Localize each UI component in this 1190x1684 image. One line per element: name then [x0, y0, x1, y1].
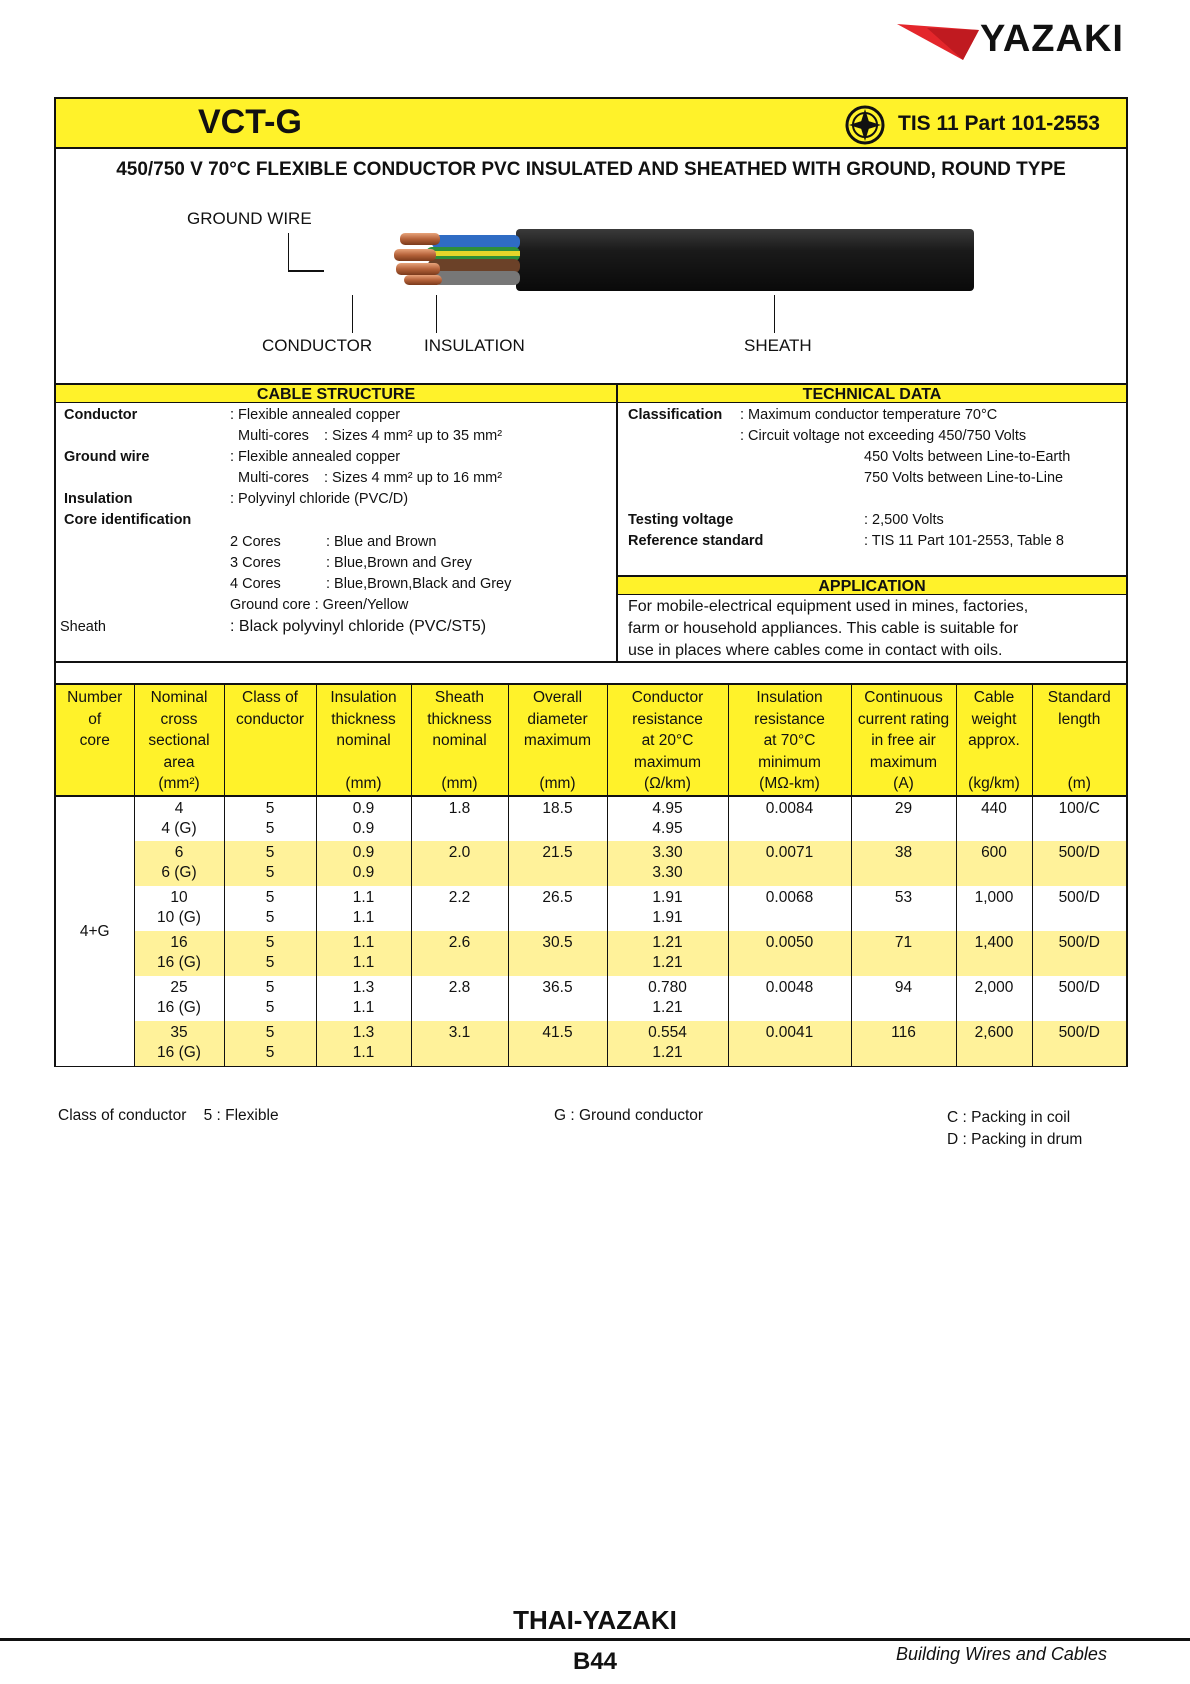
table-row	[56, 931, 1126, 976]
label-conductor: CONDUCTOR	[262, 336, 373, 355]
cable-illustration	[336, 219, 976, 309]
col-header-number-of-core: Number of core	[56, 685, 134, 796]
yazaki-logo-mark	[897, 22, 979, 62]
cell-current-rating: 94	[851, 976, 956, 1021]
circuit-voltage: : Circuit voltage not exceeding 450/750 Volts	[740, 428, 1027, 444]
legend-class-of-conductor	[58, 1107, 279, 1125]
cell-insulation-thickness: 1.1 1.1	[316, 886, 411, 931]
ground-multi-cores: Multi-cores	[238, 470, 309, 486]
conductor-sizes: : Sizes 4 mm² up to 35 mm²	[324, 428, 503, 444]
cell-sheath-thickness: 2.2	[411, 886, 508, 931]
cell-cable-weight: 2,000	[956, 976, 1032, 1021]
cores-3-label: 3 Cores	[230, 555, 281, 571]
footer-company: THAI-YAZAKI	[513, 1605, 677, 1635]
line-to-earth: 450 Volts between Line-to-Earth	[864, 449, 1071, 465]
application-line-1: For mobile-electrical equipment used in mines, factories,	[628, 598, 1029, 615]
footer-category: Building Wires and Cables	[896, 1644, 1107, 1664]
table-row	[56, 796, 1126, 841]
cell-sheath-thickness: 2.0	[411, 841, 508, 886]
testing-voltage-label: Testing voltage	[628, 512, 734, 528]
standard-reference: TIS 11 Part 101-2553	[898, 112, 1100, 135]
cell-class: 5 5	[224, 886, 316, 931]
cell-cable-weight: 1,000	[956, 886, 1032, 931]
conductor-multi-cores: Multi-cores	[238, 428, 309, 444]
cell-area: 6 6 (G)	[134, 841, 224, 886]
ground-sizes: : Sizes 4 mm² up to 16 mm²	[324, 470, 503, 486]
ground-wire-pointer	[288, 233, 289, 271]
reference-standard-value: : TIS 11 Part 101-2553, Table 8	[864, 533, 1064, 549]
col-header-overall-diameter: Overall diameter maximum (mm)	[508, 685, 607, 796]
cell-overall-diameter: 21.5	[508, 841, 607, 886]
legend-class-value: 5 : Flexible	[203, 1107, 279, 1124]
cell-overall-diameter: 30.5	[508, 931, 607, 976]
cell-core-count: 4+G	[56, 796, 134, 1066]
line-to-line: 750 Volts between Line-to-Line	[864, 470, 1064, 486]
cell-area: 25 16 (G)	[134, 976, 224, 1021]
cell-current-rating: 38	[851, 841, 956, 886]
legend-drum: D : Packing in drum	[947, 1131, 1083, 1148]
insulation-value: : Polyvinyl chloride (PVC/D)	[230, 491, 409, 507]
cell-area: 35 16 (G)	[134, 1021, 224, 1066]
cell-insulation-thickness: 1.1 1.1	[316, 931, 411, 976]
legend-ground: G : Ground conductor	[554, 1107, 704, 1124]
cell-insulation-resistance: 0.0048	[728, 976, 851, 1021]
tis-certification-icon	[845, 105, 885, 145]
cores-3-value: : Blue,Brown and Grey	[326, 555, 472, 571]
spec-sheet-frame	[54, 97, 1128, 1067]
cell-conductor-resistance: 1.21 1.21	[607, 931, 728, 976]
legend-coil: C : Packing in coil	[947, 1109, 1071, 1126]
reference-standard-label: Reference standard	[628, 533, 764, 549]
application-heading: APPLICATION	[618, 575, 1126, 595]
cell-cable-weight: 1,400	[956, 931, 1032, 976]
cell-current-rating: 29	[851, 796, 956, 841]
table-row	[56, 976, 1126, 1021]
insulation-label: Insulation	[64, 491, 133, 507]
cell-class: 5 5	[224, 796, 316, 841]
table-header-row	[56, 685, 1126, 796]
section-divider	[616, 383, 618, 661]
cell-insulation-resistance: 0.0071	[728, 841, 851, 886]
cell-insulation-thickness: 0.9 0.9	[316, 841, 411, 886]
technical-data-heading: TECHNICAL DATA	[616, 383, 1126, 403]
cell-overall-diameter: 41.5	[508, 1021, 607, 1066]
cell-area: 4 4 (G)	[134, 796, 224, 841]
cell-overall-diameter: 18.5	[508, 796, 607, 841]
core-identification-label: Core identification	[64, 512, 192, 528]
cable-structure-heading: CABLE STRUCTURE	[56, 383, 616, 403]
application-line-3: use in places where cables come in contact with oils.	[628, 642, 1003, 659]
ground-wire-value: : Flexible annealed copper	[230, 449, 401, 465]
product-subtitle: 450/750 V 70°C FLEXIBLE CONDUCTOR PVC INSULATED AND SHEATHED WITH GROUND, ROUND TYPE	[116, 159, 1066, 180]
table-row	[56, 886, 1126, 931]
product-title: VCT-G	[198, 103, 302, 141]
cell-sheath-thickness: 3.1	[411, 1021, 508, 1066]
cell-area: 10 10 (G)	[134, 886, 224, 931]
col-header-insulation-resistance: Insulation resistance at 70°C minimum (MΩ-km)	[728, 685, 851, 796]
cell-insulation-resistance: 0.0050	[728, 931, 851, 976]
cell-current-rating: 53	[851, 886, 956, 931]
cell-conductor-resistance: 4.95 4.95	[607, 796, 728, 841]
cell-overall-diameter: 36.5	[508, 976, 607, 1021]
sheath-pointer	[774, 295, 775, 333]
cell-conductor-resistance: 3.30 3.30	[607, 841, 728, 886]
col-header-sheath-thickness: Sheath thickness nominal (mm)	[411, 685, 508, 796]
cell-current-rating: 116	[851, 1021, 956, 1066]
col-header-current-rating: Continuous current rating in free air maximum (A)	[851, 685, 956, 796]
cores-4-label: 4 Cores	[230, 576, 281, 592]
legend-packing	[947, 1107, 1082, 1151]
cell-conductor-resistance: 0.780 1.21	[607, 976, 728, 1021]
col-header-standard-length: Standard length (m)	[1032, 685, 1126, 796]
cell-standard-length: 500/D	[1032, 976, 1126, 1021]
cell-cable-weight: 600	[956, 841, 1032, 886]
ground-wire-pointer-hook	[288, 270, 324, 272]
label-ground-wire: GROUND WIRE	[187, 209, 312, 228]
col-header-area: Nominal cross sectional area (mm²)	[134, 685, 224, 796]
testing-voltage-value: : 2,500 Volts	[864, 512, 944, 528]
cell-insulation-resistance: 0.0084	[728, 796, 851, 841]
application-line-2: farm or household appliances. This cable is suitable for	[628, 620, 1019, 637]
cell-insulation-thickness: 0.9 0.9	[316, 796, 411, 841]
cores-2-label: 2 Cores	[230, 534, 281, 550]
cell-cable-weight: 440	[956, 796, 1032, 841]
label-insulation: INSULATION	[424, 336, 525, 355]
cell-class: 5 5	[224, 931, 316, 976]
cell-standard-length: 500/D	[1032, 841, 1126, 886]
cell-insulation-resistance: 0.0041	[728, 1021, 851, 1066]
cell-conductor-resistance: 0.554 1.21	[607, 1021, 728, 1066]
legend-class-label: Class of conductor	[58, 1107, 187, 1124]
section-bottom-rule	[56, 661, 1126, 663]
label-sheath: SHEATH	[744, 336, 812, 355]
cell-insulation-resistance: 0.0068	[728, 886, 851, 931]
page-number: B44	[572, 1648, 618, 1675]
cell-standard-length: 500/D	[1032, 1021, 1126, 1066]
col-header-conductor-resistance: Conductor resistance at 20°C maximum (Ω/km)	[607, 685, 728, 796]
specification-table	[56, 685, 1126, 1066]
classification-label: Classification	[628, 407, 723, 423]
cell-current-rating: 71	[851, 931, 956, 976]
cell-conductor-resistance: 1.91 1.91	[607, 886, 728, 931]
brand-logo-text: YAZAKI	[980, 18, 1124, 60]
cell-standard-length: 100/C	[1032, 796, 1126, 841]
conductor-pointer	[352, 295, 353, 333]
cell-class: 5 5	[224, 976, 316, 1021]
col-header-class: Class of conductor	[224, 685, 316, 796]
cores-4-value: : Blue,Brown,Black and Grey	[326, 576, 512, 592]
col-header-insulation-thickness: Insulation thickness nominal (mm)	[316, 685, 411, 796]
cell-standard-length: 500/D	[1032, 931, 1126, 976]
cell-area: 16 16 (G)	[134, 931, 224, 976]
cell-cable-weight: 2,600	[956, 1021, 1032, 1066]
footer-rule	[0, 1638, 1190, 1641]
table-row	[56, 1021, 1126, 1066]
sheath-label: Sheath	[60, 619, 106, 635]
ground-core-color: Ground core : Green/Yellow	[230, 597, 409, 613]
title-bar	[56, 99, 1126, 149]
cell-class: 5 5	[224, 841, 316, 886]
cell-sheath-thickness: 2.6	[411, 931, 508, 976]
cell-sheath-thickness: 2.8	[411, 976, 508, 1021]
cores-2-value: : Blue and Brown	[326, 534, 437, 550]
sheath-value: : Black polyvinyl chloride (PVC/ST5)	[230, 618, 487, 635]
cell-standard-length: 500/D	[1032, 886, 1126, 931]
ground-wire-label: Ground wire	[64, 449, 150, 465]
col-header-cable-weight: Cable weight approx. (kg/km)	[956, 685, 1032, 796]
classification-value: : Maximum conductor temperature 70°C	[740, 407, 998, 423]
conductor-label: Conductor	[64, 407, 138, 423]
cell-class: 5 5	[224, 1021, 316, 1066]
table-row	[56, 841, 1126, 886]
cell-insulation-thickness: 1.3 1.1	[316, 1021, 411, 1066]
cell-overall-diameter: 26.5	[508, 886, 607, 931]
cell-insulation-thickness: 1.3 1.1	[316, 976, 411, 1021]
cell-sheath-thickness: 1.8	[411, 796, 508, 841]
conductor-value: : Flexible annealed copper	[230, 407, 401, 423]
insulation-pointer	[436, 295, 437, 333]
